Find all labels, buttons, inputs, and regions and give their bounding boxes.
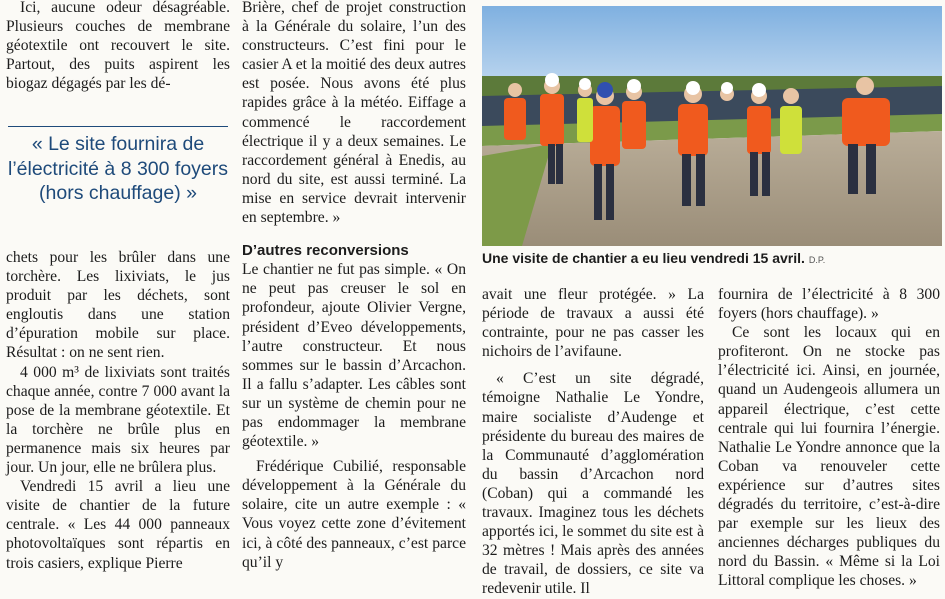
photo-caption [482,250,942,266]
column-3 [482,285,704,599]
pull-quote: « Le site fournira de l’électricité à 8 300 foyers (hors chauffage) » [7,133,229,204]
photo-credit: D.P. [808,255,826,265]
paragraph: Vendredi 15 avril a lieu une visite de chantier de la future centrale. « Les 44 000 panneaux photovoltaïques sont répartis en trois casiers, explique Pierre [6,478,230,572]
paragraph: « C’est un site dégradé, témoigne Nathalie Le Yondre, maire socialiste d’Audenge et présidente du bureau des maires de la Communauté d’agglomération du bassin d’Arcachon nord (Coban) qui a commandé les travaux. Imaginez tous les déchets apportés ici, le sommet du site est à 32 mètres ! Mais après des années de travail, de dossiers, ce site va redevenir utile. Il [482,370,704,598]
paragraph: Frédérique Cubilié, responsable développement à la Générale du solaire, cite un autre exemple : « Vous voyez cette zone d’évitement ici, à côté des panneaux, c’est parce qu’il y [242,458,466,571]
column-1-body [6,248,230,573]
paragraph: fournira de l’électricité à 8 300 foyers (hors chauffage). » [718,286,940,323]
paragraph: Brière, chef de projet construction à la Générale du solaire, l’un des constructeurs. C’est fini pour le casier A et la moitié des deux autres est posée. Nous avons été plus rapides grâce à la météo. Eiffage a commencé le raccordement électrique il y a deux semaines. Le raccordement général à Enedis, au nord du site, est aussi terminé. La mise en service devrait intervenir en septembre. » [242,0,466,227]
paragraph: chets pour les brûler dans une torchère. Les lixiviats, le jus produit par les déchets, sont engloutis dans une station d’épuration mobile sur place. Résultat : on ne sent rien. [6,249,230,362]
paragraph: Le chantier ne fut pas simple. « On ne peut pas creuser le sol en profondeur, ajoute Olivier Vergne, président d’Eveo développements, l’autre constructeur. Et nous sommes sur le bassin d’Arcachon. Il a fallu s’adapter. Les câbles sont sur un système de chemin pour ne pas endommager la membrane géotextile. » [242,261,466,451]
site-visit-photo [482,6,942,246]
paragraph: Ce sont les locaux qui en profiteront. On ne stocke pas l’électricité ici. Ainsi, en journée, quand un Audengeois allumera un appareil électrique, c’est cette centrale qui lui fournira l’énergie. Nathalie Le Yondre annonce que la Coban va renouveler cette expérience sur d’autres sites dégradés du territoire, c’est-à-dire par exemple sur les lieux des anciennes décharges publiques du nord du Bassin. « Même si la Loi Littoral complique les choses. » [718,324,940,590]
paragraph: avait une fleur protégée. » La période de travaux a aussi été contrainte, pour ne pas casser les nichoirs de l’avifaune. [482,286,704,361]
column-4 [718,285,940,591]
column-1-top [6,0,230,93]
paragraph: Ici, aucune odeur désagréable. Plusieurs couches de membrane géotextile ont recouvert le site. Partout, des puits aspirent les biogaz dégagés par les dé- [6,0,230,93]
caption-text: Une visite de chantier a eu lieu vendredi 15 avril. [482,250,805,266]
photo-illustration [482,6,942,246]
pull-quote-rule [8,126,228,127]
paragraph: 4 000 m³ de lixiviats sont traités chaque année, contre 7 000 avant la pose de la membrane géotextile. Et la torchère ne brûle plus en permanence mais six heures par jour. Un jour, elle ne brûlera plus. [6,363,230,477]
column-2 [242,0,466,572]
subheading: D’autres reconversions [242,242,409,260]
